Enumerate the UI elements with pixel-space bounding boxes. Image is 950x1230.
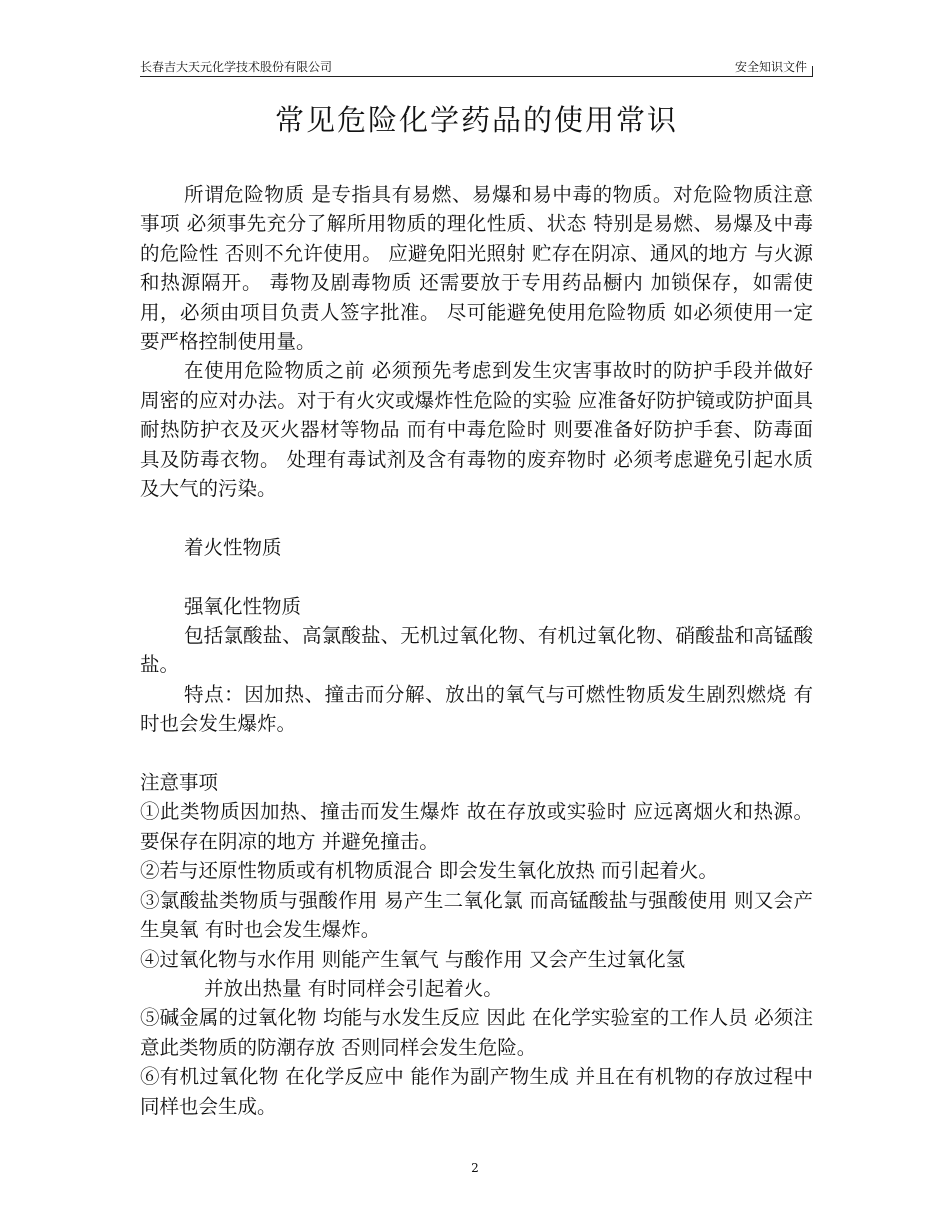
intro-paragraph-1: 所谓危险物质 是专指具有易燃、易爆和易中毒的物质。对危险物质注意事项 必须事先充分了解所用物质的理化性质、状态 特别是易燃、易爆及中毒的危险性 否则不允许使用。 应避免阳光照射 贮存在阴凉、通风的地方 与火源和热源隔开。 毒物及剧毒物质 还需要放于专用药品橱内 加锁保存，如需使用，必须由项目负责人签字批准。 尽可能避免使用危险物质 如必须使用一定要严格控制使用量。	[140, 183, 813, 354]
note-item-3: ③氯酸盐类物质与强酸作用 易产生二氧化氯 而高锰酸盐与强酸使用 则又会产生臭氧 有时也会发生爆炸。	[140, 888, 813, 942]
note-item-2: ②若与还原性物质或有机物质混合 即会发生氧化放热 而引起着火。	[140, 859, 718, 883]
page-header	[140, 58, 813, 77]
note-item-1: ①此类物质因加热、撞击而发生爆炸 故在存放或实验时 应远离烟火和热源。要保存在阴凉的地方 并避免撞击。	[140, 800, 813, 853]
notes-heading: 注意事项	[140, 771, 219, 795]
note-item-5: ⑤碱金属的过氧化物 均能与水发生反应 因此 在化学实验室的工作人员 必须注意此类物质的防潮存放 否则同样会发生危险。	[140, 1006, 813, 1059]
header-document-type: 安全知识文件	[734, 60, 807, 74]
note-item-4: ④过氧化物与水作用 则能产生氧气 与酸作用 又会产生过氧化氢	[140, 947, 686, 971]
oxidizer-section-heading: 强氧化性物质	[184, 594, 302, 618]
intro-paragraph-2: 在使用危险物质之前 必须预先考虑到发生灾害事故时的防护手段并做好周密的应对办法。对于有火灾或爆炸性危险的实验 应准备好防护镜或防护面具 耐热防护衣及灭火器材等物品 而有中毒危险时 则要准备好防护手套、防毒面具及防毒衣物。 处理有毒试剂及含有毒物的废弃物时 必须考虑避免引起水质及大气的污染。	[140, 359, 813, 501]
page-number: 2	[471, 1161, 479, 1175]
note-item-6: ⑥有机过氧化物 在化学反应中 能作为副产物生成 并且在有机物的存放过程中 同样也会生成。	[140, 1065, 813, 1118]
oxidizer-features-paragraph: 特点：因加热、撞击而分解、放出的氧气与可燃性物质发生剧烈燃烧 有时也会发生爆炸。	[140, 682, 813, 736]
oxidizer-includes-paragraph: 包括氯酸盐、高氯酸盐、无机过氧化物、有机过氧化物、硝酸盐和高锰酸盐。	[140, 624, 813, 677]
document-body	[140, 180, 813, 1121]
header-rule-tick	[812, 66, 813, 77]
note-item-4-continued: 并放出热量 有时同样会引起着火。	[204, 976, 503, 1000]
flammable-section-heading: 着火性物质	[184, 535, 282, 559]
document-title: 常见危险化学药品的使用常识	[274, 103, 678, 137]
header-company-name: 长春吉大天元化学技术股份有限公司	[140, 60, 333, 74]
